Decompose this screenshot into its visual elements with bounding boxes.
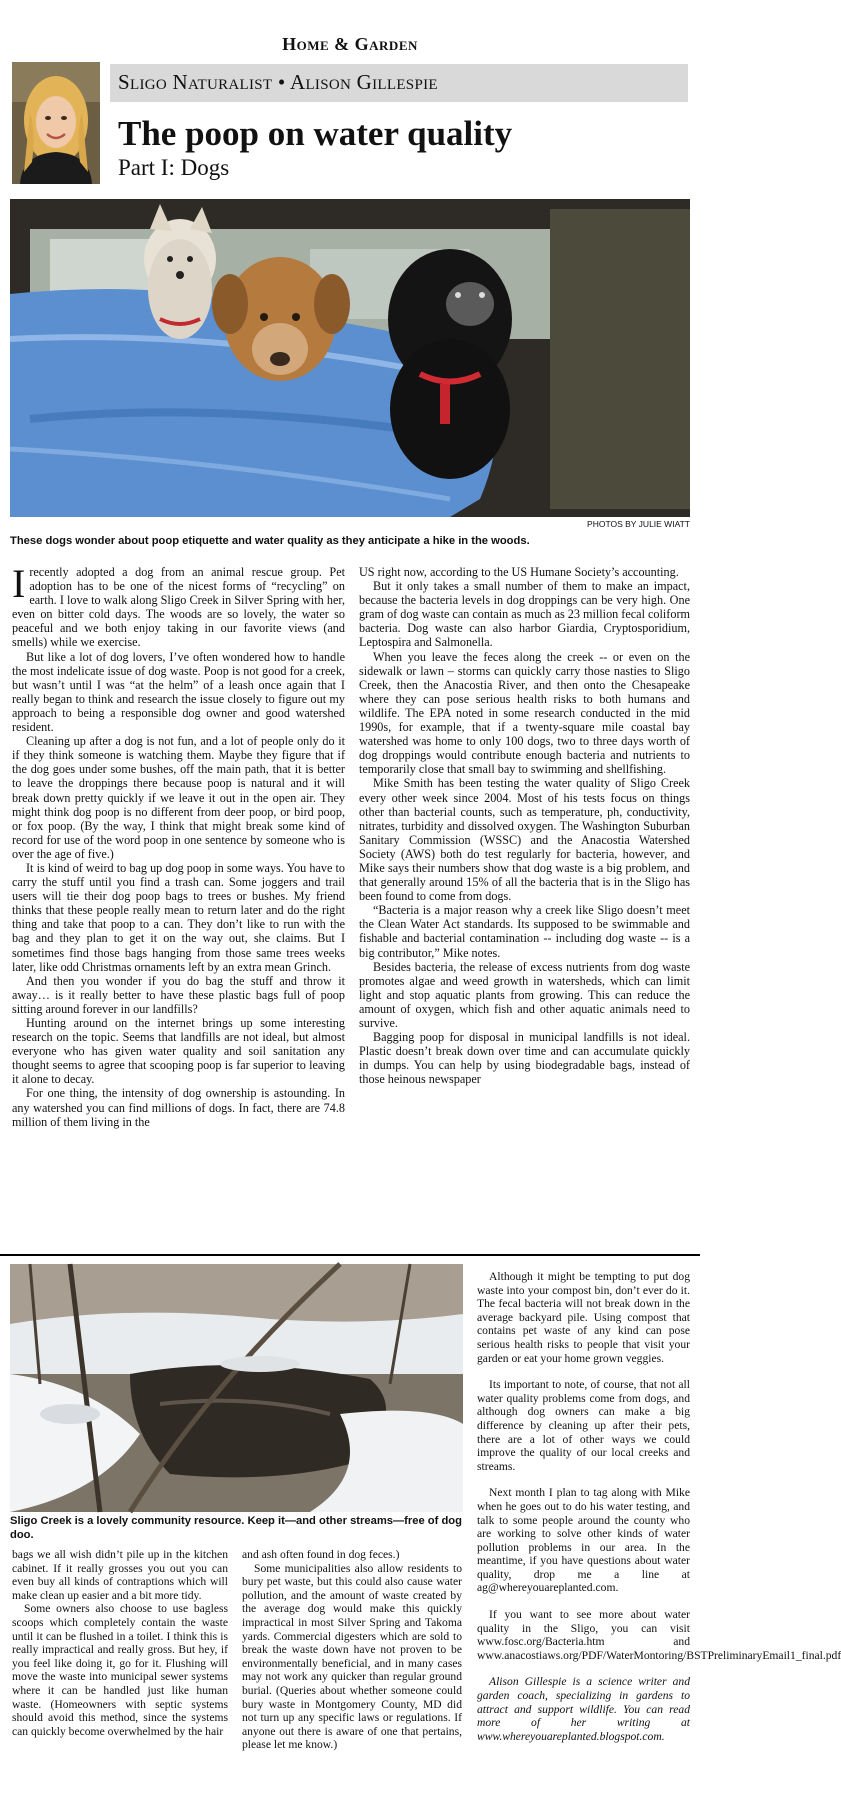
article-column-4 bbox=[242, 1548, 462, 1752]
author-bio: Alison Gillespie is a science writer and garden coach, specializing in gardens to attract and support wildlife. You can read more of her writing at www.whereyouareplanted.blogspot.com. bbox=[477, 1675, 690, 1743]
paragraph: Bagging poop for disposal in municipal landfills is not ideal. Plastic doesn’t break down over time and can accumulate quickly in dumps. You can help by using biodegradable bags, instead of those heinous newspaper bbox=[359, 1030, 690, 1087]
paragraph: For one thing, the intensity of dog ownership is astounding. In any watershed you can find millions of dogs. In fact, there are 74.8 million of them living in the bbox=[12, 1086, 345, 1129]
paragraph: Irecently adopted a dog from an animal rescue group. Pet adoption has to be one of the nicest forms of “recycling” on earth. I love to walk along Sligo Creek in Silver Spring with her, even on bitter cold days. The woods are so lovely, the water so peaceful and we both enjoy taking in our favorite views (and smells) while we exercise. bbox=[12, 561, 345, 650]
article-column-2 bbox=[359, 565, 690, 1086]
paragraph: bags we all wish didn’t pile up in the kitchen cabinet. If it really grosses you out you can even buy all kinds of contraptions which will make clean up easier and a bit more tidy. bbox=[12, 1548, 228, 1602]
paragraph: But it only takes a small number of them to make an impact, because the bacteria levels in dog droppings can be very high. One gram of dog waste can contain as much as 23 million fecal coliform bacteria. Dog waste can also harbor Giardia, Cryptosporidium, Leptospira and Salmonella. bbox=[359, 579, 690, 650]
headline: The poop on water quality bbox=[118, 114, 513, 153]
paragraph: “Bacteria is a major reason why a creek like Sligo doesn’t meet the Clean Water Act standards. Its supposed to be swimmable and fishable and bacterial contamination -- including dog waste -- is a big contributor,” Mike notes. bbox=[359, 903, 690, 960]
drop-cap: I bbox=[12, 561, 26, 606]
paragraph: Cleaning up after a dog is not fun, and a lot of people only do it if they think someone is watching them. Maybe they figure that if the dog goes under some bushes, off the main path, that it is better to leave the droppings there because poop is natural and it will break down pretty quickly if we leave it out in the open air. They might think dog poop is no different from deer poop, or bird poop, or fox poop. (By the way, I think that might break some kind of record for use of the word poop in one sentence by someone who is over the age of five.) bbox=[12, 734, 345, 861]
section-divider bbox=[0, 1254, 700, 1256]
photo-credit: PHOTOS BY JULIE WIATT bbox=[587, 519, 690, 529]
section-header: Home & Garden bbox=[282, 34, 418, 54]
photo-caption-bottom: Sligo Creek is a lovely community resource. Keep it—and other streams—free of dog doo. bbox=[10, 1515, 462, 1541]
dogs-photo-icon bbox=[10, 199, 690, 517]
article-column-1 bbox=[12, 561, 345, 1129]
paragraph: and ash often found in dog feces.) bbox=[242, 1548, 400, 1561]
paragraph: Some owners also choose to use bagless scoops which completely contain the waste until it can be flushed in a toilet. I think this is really impractical and really gross. But hey, if you feel like doing it, go for it. Flushing will move the waste into municipal sewer systems where it can be handled just like human waste. (Homeowners with septic systems should avoid this method, since the systems can quickly become overwhelmed by the hair bbox=[12, 1602, 228, 1738]
paragraph: US right now, according to the US Humane Society’s accounting. bbox=[359, 565, 679, 579]
column-title: Sligo Naturalist • Alison Gillespie bbox=[118, 70, 438, 94]
photo-caption-top: These dogs wonder about poop etiquette and water quality as they anticipate a hike in the woods. bbox=[10, 535, 530, 547]
dogs-in-car-photo bbox=[10, 199, 690, 517]
sligo-creek-photo bbox=[10, 1264, 463, 1512]
paragraph: Hunting around on the internet brings up some interesting research on the topic. Seems that landfills are not ideal, but almost everyone who has given water quality and soil sanitation any thought seems to agree that scooping poop is far superior to leaving it alone to decay. bbox=[12, 1016, 345, 1087]
column-title-bar bbox=[110, 64, 688, 102]
author-portrait bbox=[12, 62, 100, 184]
paragraph: Its important to note, of course, that not all water quality problems come from dogs, and although dog owners can make a big difference by cleaning up after their pets, there are a lot of other ways we could improve the quality of our local creeks and streams. bbox=[477, 1378, 690, 1473]
article-column-3 bbox=[12, 1548, 228, 1738]
article-column-5 bbox=[477, 1270, 841, 1743]
subhead: Part I: Dogs bbox=[118, 155, 230, 180]
paragraph: If you want to see more about water quality in the Sligo, you can visit www.fosc.org/Bacteria.htm and www.anacostiaws.org/PDF/WaterMontoring/BSTPreliminaryEmail1_final.pdf bbox=[477, 1608, 841, 1662]
paragraph: Next month I plan to tag along with Mike when he goes out to do his water testing, and talk to some people around the county who are working to solve other kinds of water pollution problems in our area. In the meantime, if you have questions about water quality, drop me a line at ag@whereyouareplanted.com. bbox=[477, 1486, 690, 1595]
paragraph: And then you wonder if you do bag the stuff and throw it away… is it really better to have these plastic bags full of poop sitting around forever in our landfills? bbox=[12, 973, 345, 1016]
paragraph: It is kind of weird to bag up dog poop in some ways. You have to carry the stuff until you find a trash can. Some joggers and trail users will tie their dog poop bags to trees or bushes. My friend thinks that these people really mean to return later and do the right thing and take that poop to a can. They don’t like to run with the bag and they plan to get it on the way out, she claims. But I sometimes find those bags hanging from those same trees weeks later, like odd Christmas ornaments left by an extra mean Grinch. bbox=[12, 860, 345, 974]
paragraph: Mike Smith has been testing the water quality of Sligo Creek every other week since 2004. Most of his tests focus on things other than bacterial counts, such as temperature, ph, conductivity, nitrates, turbidity and dissolved oxygen. The Washington Suburban Sanitary Commission (WSSC) and the Anacostia Watershed Society (AWS) both do test regularly for bacteria, however, and Mike says their numbers show that dog waste is a big problem, and that generally around 15% of all the bacteria that is in the Sligo has been found to come from dogs. bbox=[359, 776, 690, 904]
paragraph: But like a lot of dog lovers, I’ve often wondered how to handle the most indelicate issue of dog waste. Poop is not good for a creek, but wasn’t until I was “at the helm” of a leash once again that I really began to think and research the issue closely to figure out my approach to being a responsible dog owner and good watershed resident. bbox=[12, 649, 345, 735]
paragraph: Some municipalities also allow residents to bury pet waste, but this could also cause water pollution, and the amount of waste created by the average dog would make this quickly impractical in most Silver Spring and Takoma yards. Commercial digesters which are sold to break the waste down have not proven to be environmentally beneficial, and in many cases may not work any quicker than regular ground burial. (Queries about whether someone could bury waste in Montgomery County, MD did not turn up any specific laws or regulations. If anyone out there is aware of one that pertains, please let me know.) bbox=[242, 1561, 462, 1752]
author-photo-icon bbox=[12, 62, 100, 184]
creek-photo-icon bbox=[10, 1264, 463, 1512]
paragraph: When you leave the feces along the creek -- or even on the sidewalk or lawn – storms can quickly carry those nasties to Sligo Creek, then the Anacostia River, and then onto the Chesapeake where they can pose serious health risks to both humans and wildlife. The EPA noted in some research conducted in the mid 1990s, for example, that if a twenty-square mile coastal bay watershed was home to only 100 dogs, two to three days worth of dog droppings would contribute enough bacteria and nutrients to temporarily close that small bay to swimming and shellfishing. bbox=[359, 649, 690, 777]
paragraph: Although it might be tempting to put dog waste into your compost bin, don’t ever do it. The fecal bacteria will not break down in the average backyard pile. Using compost that contains pet waste of any kind can pose serious health risks to people that visit your garden or eat your home grown veggies. bbox=[477, 1270, 690, 1365]
paragraph: Besides bacteria, the release of excess nutrients from dog waste promotes algae and weed growth in watersheds, which can limit light and stop aquatic plants from growing. This can reduce the amount of oxygen, which fish and other aquatic animals need to survive. bbox=[359, 959, 690, 1030]
